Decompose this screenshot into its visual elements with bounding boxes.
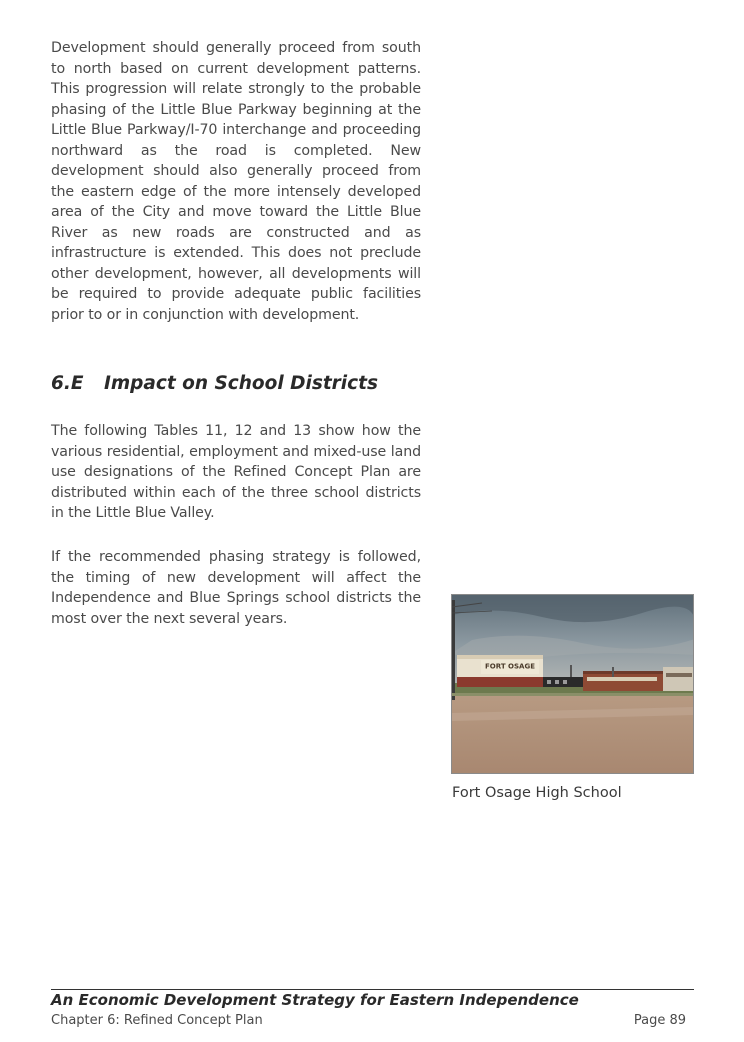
school-photo <box>451 594 694 774</box>
footer-document-title: An Economic Development Strategy for Eastern Independence <box>51 991 579 1009</box>
body-paragraph-phasing-effect: If the recommended phasing strategy is followed, the timing of new development will affect the Independence and Blue Springs school districts the most over the next several years. <box>51 549 421 627</box>
page-number: Page 89 <box>633 1013 686 1028</box>
section-number: 6.E <box>51 373 84 394</box>
body-paragraph-tables: The following Tables 11, 12 and 13 show how the various residential, employment and mixed-use land use designations of the Refined Concept Plan are distributed within each of the three school districts in the Little Blue Valley. <box>51 423 421 521</box>
body-paragraph-development-phasing: Development should generally proceed from south to north based on current development patterns. This progression will relate strongly to the probable phasing of the Little Blue Parkway beginning at the Little Blue Parkway/I-70 interchange and proceeding northward as the road is completed. New development should also generally proceed from the eastern edge of the more intensely developed area of the City and move toward the Little Blue River as new roads are constructed and as infrastructure is extended. This does not preclude other development, however, all developments will be required to provide adequate public facilities prior to or in conjunction with development. <box>51 40 421 323</box>
footer-divider <box>51 989 694 990</box>
footer-chapter: Chapter 6: Refined Concept Plan <box>51 1013 263 1028</box>
section-heading <box>51 373 378 394</box>
photo-caption: Fort Osage High School <box>452 785 622 801</box>
school-sign-text: FORT OSAGE <box>485 662 535 671</box>
section-title: Impact on School Districts <box>104 373 378 394</box>
